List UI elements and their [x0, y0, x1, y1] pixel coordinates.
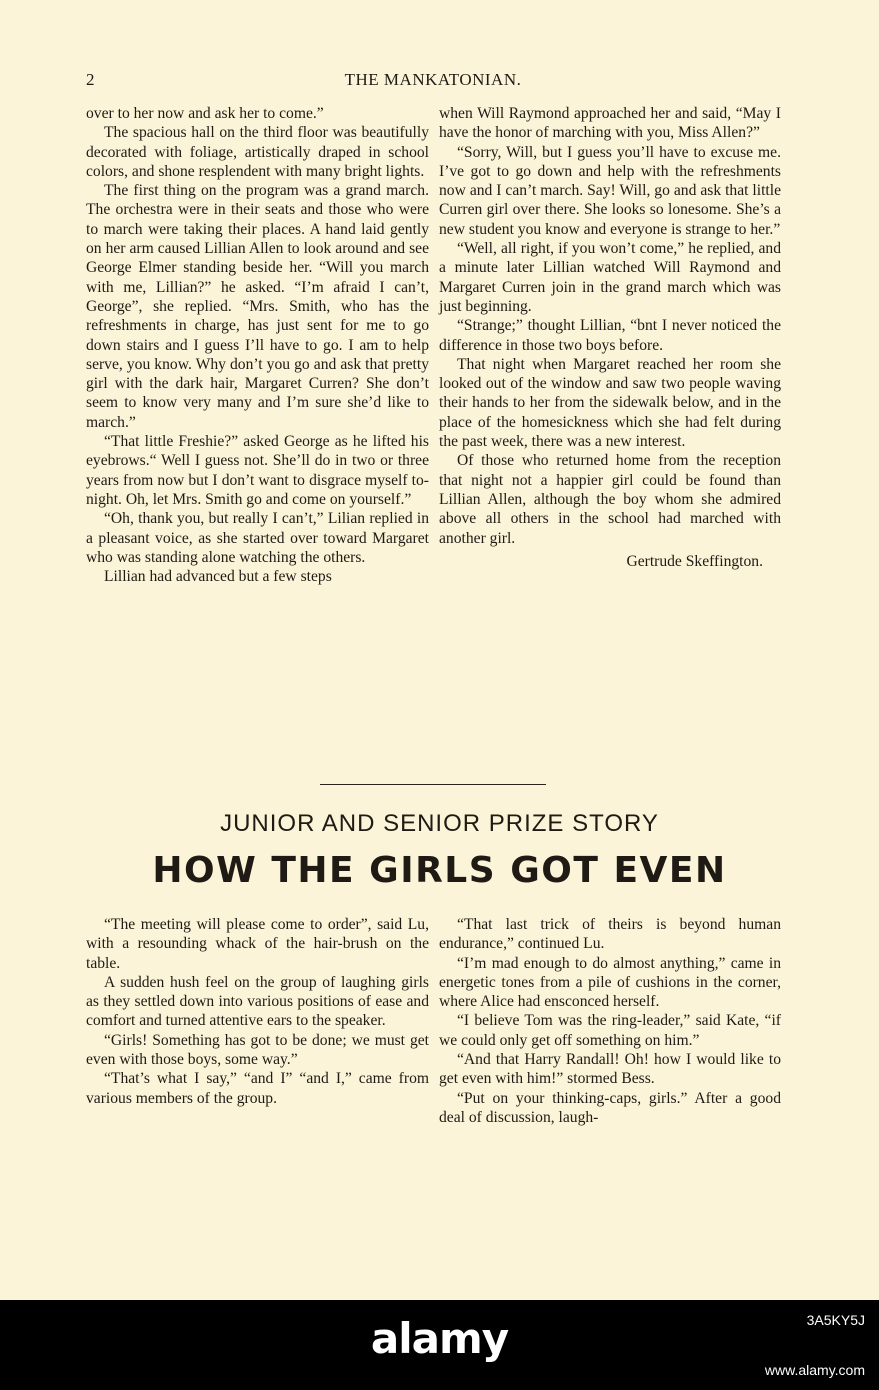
paragraph: “Girls! Something has got to be done; we must get even with those boys, some way.”: [86, 1031, 429, 1069]
paragraph: “Oh, thank you, but really I can’t,” Lilian replied in a pleasant voice, as she started over toward Margaret who was standing alone watching the others.: [86, 510, 429, 566]
paragraph: A sudden hush feel on the group of laughing girls as they settled down into various positions of ease and comfort and turned attentive ears to the speaker.: [86, 973, 429, 1030]
author-signature: Gertrude Skeffington.: [626, 552, 763, 570]
paragraph: Of those who returned home from the reception that night not a happier girl could be found than Lillian Allen, although the boy whom she admired above all others in the school had marched with another girl.: [439, 452, 781, 547]
paragraph: That night when Margaret reached her room she looked out of the window and saw two people waving their hands to her from the sidewalk below, and in the place of the homesickness which she had felt during the past week, there was a new interest.: [439, 355, 781, 451]
watermark-footer: [0, 1300, 879, 1390]
paragraph: The spacious hall on the third floor was beautifully decorated with foliage, artistically draped in school colors, and shone resplendent with many bright lights.: [86, 124, 429, 180]
paragraph: “Well, all right, if you won’t come,” he replied, and a minute later Lillian watched Will Raymond and Margaret Curren join in the grand march which was just beginning.: [439, 240, 781, 315]
running-head: [86, 70, 780, 94]
paragraph: “The meeting will please come to order”, said Lu, with a resounding whack of the hair-brush on the table.: [86, 916, 429, 972]
journal-title: THE MANKATONIAN.: [344, 70, 522, 89]
paragraph: “I’m mad enough to do almost anything,” came in energetic tones from a pile of cushions in the corner, where Alice had ensconced herself.: [439, 954, 781, 1011]
first-story-left-column: [86, 104, 429, 586]
paragraph: “That last trick of theirs is beyond human endurance,” continued Lu.: [439, 916, 781, 953]
paragraph: over to her now and ask her to come.”: [86, 105, 324, 122]
section-divider: [320, 784, 546, 785]
second-story-left-column: [86, 915, 429, 1108]
paragraph: “I believe Tom was the ring-leader,” said Kate, “if we could only get off something on him.”: [439, 1012, 781, 1049]
paragraph: “Put on your thinking-caps, girls.” After a good deal of discussion, laugh-: [439, 1089, 781, 1126]
paragraph: when Will Raymond approached her and said, “May I have the honor of marching with you, Miss Allen?”: [439, 105, 781, 142]
paragraph: “And that Harry Randall! Oh! how I would like to get even with him!” stormed Bess.: [439, 1051, 781, 1088]
watermark-url: www.alamy.com: [764, 1362, 865, 1378]
paragraph: Lillian had advanced but a few steps: [104, 568, 332, 586]
paragraph: “Sorry, Will, but I guess you’ll have to excuse me. I’ve got to go down and help with the refreshments now and I can’t march. Say! Will, go and ask that little Curren girl over there. She looks so lonesome. She’s a new student you know and everyone is strange to her.”: [439, 143, 781, 238]
page-number: 2: [86, 70, 95, 89]
first-story-right-paragraphs: [439, 104, 781, 548]
paragraph: “That’s what I say,” “and I” “and I,” came from various members of the group.: [86, 1070, 429, 1107]
story-headline: HOW THE GIRLS GOT EVEN: [152, 850, 727, 891]
section-kicker: JUNIOR AND SENIOR PRIZE STORY: [220, 810, 659, 837]
paragraph: “Strange;” thought Lillian, “bnt I never noticed the difference in those two boys before.: [439, 317, 781, 354]
second-story-right-column: [439, 915, 781, 1127]
paragraph: The first thing on the program was a grand march. The orchestra were in their seats and those who were to march were taking their places. A hand laid gently on her arm caused Lillian Allen to look around and see George Elmer standing beside her. “Will you march with me, Lillian?” he asked. “I’m afraid I can’t, George”, she replied. “Mrs. Smith, who has the refreshments in charge, has just sent for me to go down stairs and I guess I’ll have to go. I am to help serve, you know. Why don’t you go and ask that pretty girl with the dark hair, Margaret Curren? She don’t seem to know very many and I’m sure she’d like to march.”: [86, 182, 429, 431]
paragraph: “That little Freshie?” asked George as he lifted his eyebrows.“ Well I guess not. She’ll do in two or three years from now but I don’t want to disgrace myself to-night. Oh, let Mrs. Smith go and come on yourself.”: [86, 433, 429, 508]
alamy-logo: alamy: [370, 1314, 509, 1363]
first-story-right-column: [439, 104, 781, 571]
image-reference: 3A5KY5J: [806, 1312, 865, 1328]
